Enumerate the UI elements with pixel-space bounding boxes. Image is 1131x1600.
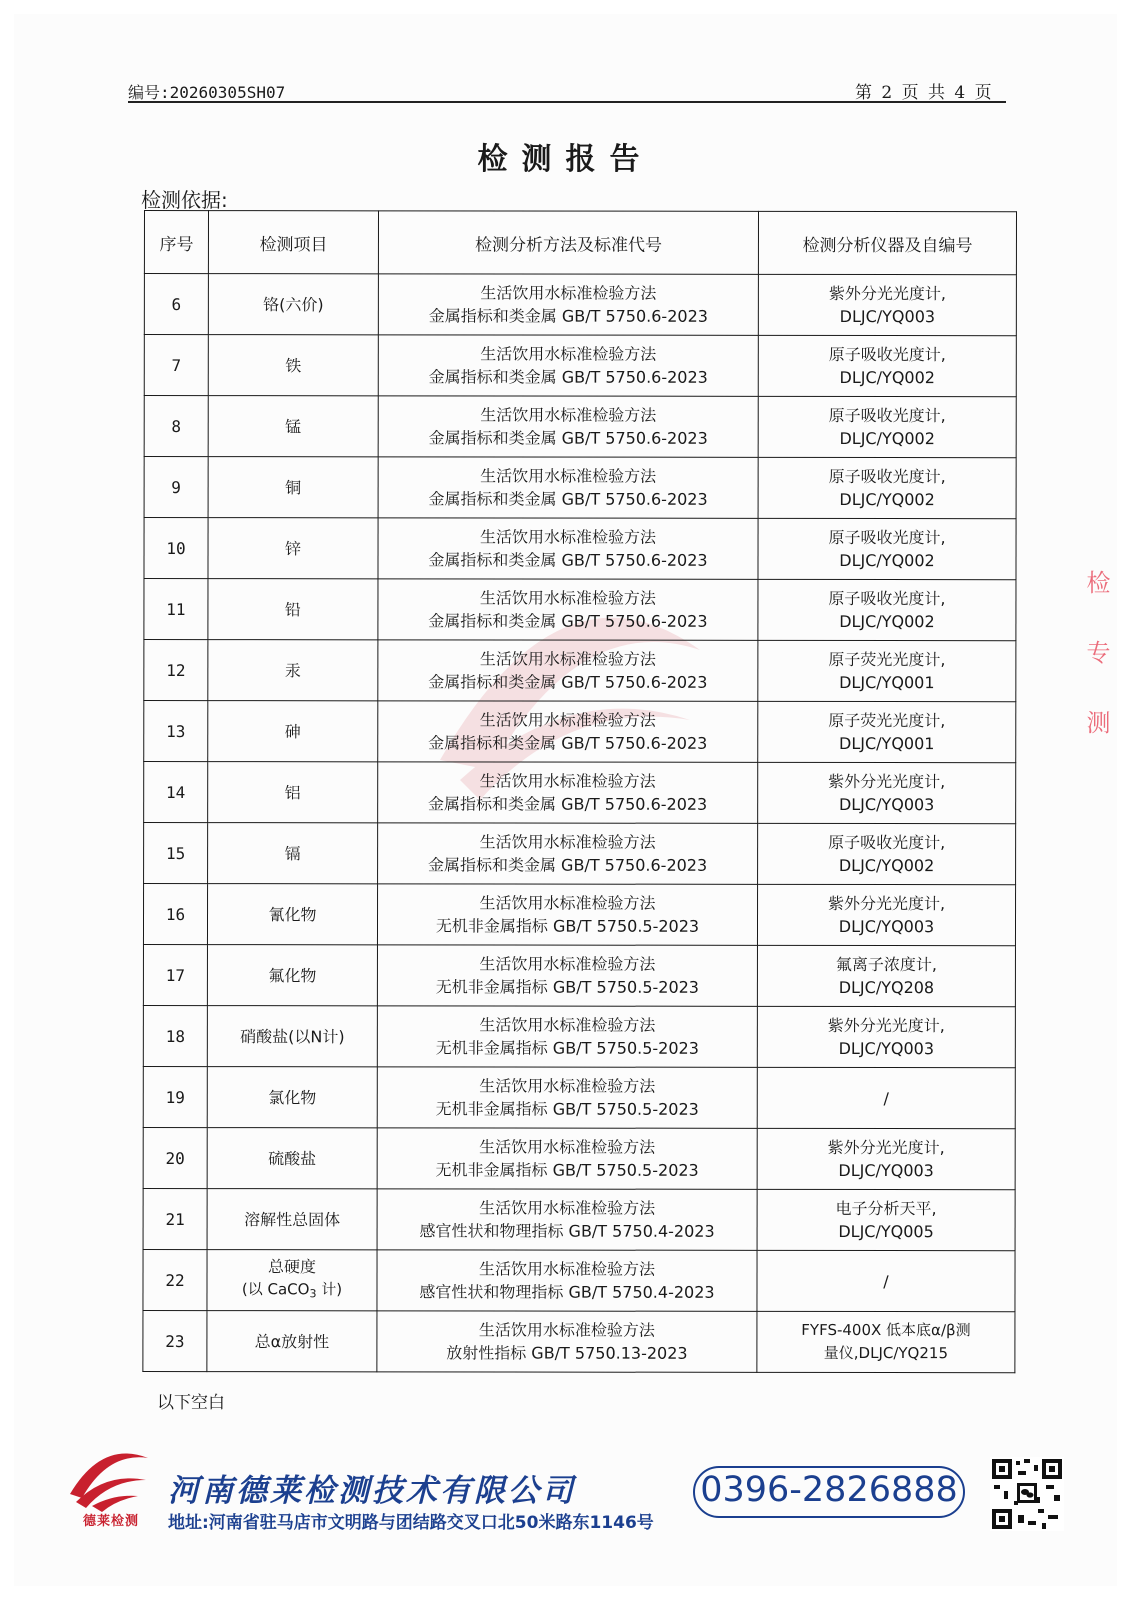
instrument-cell <box>758 640 1016 701</box>
instrument-cell <box>758 701 1016 762</box>
instrument-name: 紫外分光光度计, <box>827 1015 945 1036</box>
instrument-id: DLJC/YQ003 <box>838 1160 934 1181</box>
instrument-cell <box>758 274 1016 335</box>
instrument-cell <box>757 1067 1015 1128</box>
instrument-cell <box>758 457 1016 518</box>
method-cell <box>377 1250 757 1312</box>
instrument-id: DLJC/YQ002 <box>839 428 935 449</box>
method-line: 生活饮用水标准检验方法 <box>479 1076 656 1096</box>
item-qualifier-pre: (以 CaCO <box>241 1280 310 1299</box>
method-cell <box>378 396 758 458</box>
test-item: 砷 <box>208 701 378 762</box>
method-cell <box>378 457 758 519</box>
test-item: 锰 <box>208 396 378 457</box>
method-line: 生活饮用水标准检验方法 <box>480 283 657 303</box>
instrument-cell <box>758 579 1016 640</box>
logo-caption: 德莱检测 <box>82 1514 139 1529</box>
instrument-id: DLJC/YQ001 <box>839 672 935 693</box>
table-row <box>144 274 1016 336</box>
test-item: 铅 <box>208 579 378 640</box>
page-indicator: 第 2 页 共 4 页 <box>855 83 994 103</box>
column-header: 检测分析方法及标准代号 <box>378 211 758 275</box>
row-number: 11 <box>144 579 208 640</box>
method-line: 生活饮用水标准检验方法 <box>480 466 657 486</box>
test-item: 溶解性总固体 <box>207 1189 377 1250</box>
method-standard: 金属指标和类金属 GB/T 5750.6-2023 <box>428 611 708 631</box>
item-line: 总硬度 <box>267 1257 317 1277</box>
row-number: 22 <box>143 1249 207 1310</box>
instrument-cell <box>757 1128 1015 1189</box>
instrument-name: 紫外分光光度计, <box>828 771 946 792</box>
table-row <box>143 945 1015 1007</box>
method-cell <box>377 1006 757 1068</box>
method-cell <box>378 640 758 702</box>
method-standard: 感官性状和物理指标 GB/T 5750.4-2023 <box>419 1282 715 1302</box>
table-row <box>144 457 1016 519</box>
instrument-id: DLJC/YQ002 <box>839 611 935 632</box>
item-qualifier-post: 计) <box>316 1280 343 1299</box>
method-standard: 金属指标和类金属 GB/T 5750.6-2023 <box>428 367 708 387</box>
test-item: 总α放射性 <box>207 1311 377 1372</box>
table-row <box>144 762 1016 824</box>
row-number: 12 <box>144 640 208 701</box>
method-line: 生活饮用水标准检验方法 <box>479 1198 656 1218</box>
instrument-name: 原子吸收光度计, <box>828 832 946 853</box>
test-item: 铜 <box>208 457 378 518</box>
method-standard: 无机非金属指标 GB/T 5750.5-2023 <box>435 1099 699 1119</box>
table-body <box>143 274 1017 1373</box>
row-number: 13 <box>144 701 208 762</box>
method-cell <box>378 701 758 763</box>
seal-edge-stamp <box>1080 560 1120 770</box>
column-header: 检测项目 <box>208 211 378 274</box>
column-header: 检测分析仪器及自编号 <box>758 211 1016 274</box>
method-cell <box>377 1128 757 1190</box>
method-line: 生活饮用水标准检验方法 <box>480 527 657 547</box>
header-divider <box>128 101 1006 103</box>
stamp-char: 测 <box>1082 710 1110 734</box>
instrument-id: DLJC/YQ003 <box>838 1038 935 1059</box>
method-standard: 金属指标和类金属 GB/T 5750.6-2023 <box>428 672 708 692</box>
company-name: 河南德莱检测技术有限公司 <box>168 1473 576 1509</box>
company-logo-icon <box>62 1436 154 1516</box>
stamp-char: 检 <box>1082 570 1110 594</box>
test-item: 汞 <box>208 640 378 701</box>
instrument-name: FYFS-400X 低本底α/β测 <box>801 1320 971 1340</box>
instrument-name: 紫外分光光度计, <box>827 893 946 914</box>
instrument-name: / <box>883 1271 889 1291</box>
method-cell <box>378 335 758 397</box>
table-row <box>144 579 1016 641</box>
table-row <box>143 1310 1015 1372</box>
instrument-cell <box>757 1250 1015 1311</box>
instrument-id: DLJC/YQ002 <box>839 367 935 388</box>
instrument-cell <box>758 335 1016 396</box>
company-address: 地址:河南省驻马店市文明路与团结路交叉口北50米路东1146号 <box>168 1513 654 1533</box>
method-line: 生活饮用水标准检验方法 <box>479 588 656 608</box>
row-number: 21 <box>143 1188 207 1249</box>
method-line: 生活饮用水标准检验方法 <box>478 1320 655 1340</box>
row-number: 6 <box>144 274 208 335</box>
method-line: 生活饮用水标准检验方法 <box>480 405 657 425</box>
instrument-cell <box>757 1189 1015 1250</box>
table-header-row <box>144 211 1016 275</box>
method-cell <box>378 823 758 885</box>
end-of-content-note: 以下空白 <box>157 1393 225 1413</box>
method-line: 生活饮用水标准检验方法 <box>479 832 656 852</box>
row-number: 14 <box>144 762 208 823</box>
instrument-cell <box>757 945 1015 1006</box>
instrument-cell <box>758 762 1016 823</box>
instrument-name: 原子吸收光度计, <box>828 527 946 548</box>
method-standard: 无机非金属指标 GB/T 5750.5-2023 <box>435 1038 699 1058</box>
column-header: 序号 <box>144 211 208 274</box>
instrument-cell <box>758 518 1016 579</box>
instrument-id: 量仪,DLJC/YQ215 <box>823 1343 949 1363</box>
row-number: 9 <box>144 457 208 518</box>
instrument-id: DLJC/YQ001 <box>839 733 935 754</box>
document-title: 检测报告 <box>477 142 654 177</box>
method-standard: 无机非金属指标 GB/T 5750.5-2023 <box>435 916 700 936</box>
table-row <box>143 1066 1015 1128</box>
test-item: 锌 <box>208 518 378 579</box>
instrument-name: / <box>883 1088 889 1108</box>
method-standard: 金属指标和类金属 GB/T 5750.6-2023 <box>428 489 708 509</box>
method-line: 生活饮用水标准检验方法 <box>479 893 656 913</box>
instrument-name: 紫外分光光度计, <box>828 283 946 304</box>
instrument-id: DLJC/YQ002 <box>839 550 935 571</box>
instrument-cell <box>757 884 1015 945</box>
row-number: 15 <box>144 823 208 884</box>
test-item: 氰化物 <box>207 884 377 945</box>
table-row <box>143 1188 1015 1250</box>
method-standard: 金属指标和类金属 GB/T 5750.6-2023 <box>428 428 708 448</box>
method-cell <box>377 1067 757 1129</box>
method-cell <box>377 1189 757 1251</box>
method-line: 生活饮用水标准检验方法 <box>479 1015 656 1035</box>
method-cell <box>377 1311 757 1373</box>
method-standard: 无机非金属指标 GB/T 5750.5-2023 <box>435 1160 699 1180</box>
instrument-name: 原子吸收光度计, <box>828 344 946 365</box>
method-standard: 金属指标和类金属 GB/T 5750.6-2023 <box>428 794 708 814</box>
method-standard: 金属指标和类金属 GB/T 5750.6-2023 <box>428 306 708 326</box>
instrument-name: 氟离子浓度计, <box>835 954 938 975</box>
instrument-id: DLJC/YQ003 <box>838 916 935 937</box>
table-row <box>143 884 1015 946</box>
test-item: 氟化物 <box>207 945 377 1006</box>
instrument-id: DLJC/YQ208 <box>838 977 935 998</box>
test-item: 硝酸盐(以N计) <box>207 1006 377 1067</box>
method-standard: 放射性指标 GB/T 5750.13-2023 <box>446 1343 688 1363</box>
instrument-id: DLJC/YQ005 <box>838 1221 934 1242</box>
row-number: 20 <box>143 1127 207 1188</box>
table-row <box>144 640 1016 702</box>
instrument-id: DLJC/YQ003 <box>839 306 936 327</box>
method-cell <box>378 518 758 580</box>
method-cell <box>377 945 757 1007</box>
test-item: 铁 <box>208 335 378 396</box>
stamp-char: 专 <box>1082 640 1110 664</box>
test-item: 硫酸盐 <box>207 1128 377 1189</box>
table-row <box>144 518 1016 580</box>
item-qualifier <box>211 1278 372 1305</box>
instrument-cell <box>757 1311 1015 1372</box>
method-standard: 无机非金属指标 GB/T 5750.5-2023 <box>435 977 700 997</box>
row-number: 19 <box>143 1066 207 1127</box>
method-line: 生活饮用水标准检验方法 <box>480 344 657 364</box>
instrument-name: 原子吸收光度计, <box>828 405 946 426</box>
instrument-id: DLJC/YQ002 <box>839 489 935 510</box>
method-line: 生活饮用水标准检验方法 <box>478 1259 656 1279</box>
method-line: 生活饮用水标准检验方法 <box>479 710 656 730</box>
qr-code-icon[interactable] <box>990 1457 1064 1531</box>
instrument-name: 电子分析天平, <box>835 1198 937 1219</box>
test-item: 氯化物 <box>207 1067 377 1128</box>
item-qualifier-subscript: 3 <box>309 1287 317 1301</box>
instrument-name: 原子吸收光度计, <box>828 588 946 609</box>
row-number: 8 <box>144 396 208 457</box>
test-item: 镉 <box>208 823 378 884</box>
row-number: 7 <box>144 335 208 396</box>
method-standard: 金属指标和类金属 GB/T 5750.6-2023 <box>428 550 708 570</box>
table-row <box>144 701 1016 763</box>
instrument-cell <box>757 1006 1015 1067</box>
instrument-id: DLJC/YQ002 <box>838 855 935 876</box>
instrument-name: 紫外分光光度计, <box>827 1137 945 1158</box>
instrument-cell <box>758 396 1016 457</box>
basis-table <box>142 210 1017 1373</box>
basis-label: 检测依据: <box>141 188 228 212</box>
instrument-name: 原子荧光光度计, <box>828 710 946 731</box>
table-row <box>144 335 1016 397</box>
table-row <box>144 823 1016 885</box>
method-standard: 金属指标和类金属 GB/T 5750.6-2023 <box>428 733 708 753</box>
row-number: 16 <box>143 884 207 945</box>
method-line: 生活饮用水标准检验方法 <box>479 771 656 791</box>
table-row <box>143 1249 1015 1311</box>
row-number: 10 <box>144 518 208 579</box>
test-item <box>207 1250 377 1311</box>
instrument-name: 原子荧光光度计, <box>828 649 946 670</box>
phone-number[interactable]: 0396-2826888 <box>700 1470 958 1510</box>
method-cell <box>378 579 758 641</box>
instrument-id: DLJC/YQ003 <box>838 794 935 815</box>
row-number: 18 <box>143 1005 207 1066</box>
method-line: 生活饮用水标准检验方法 <box>479 954 656 974</box>
table-row <box>143 1005 1015 1067</box>
row-number: 23 <box>143 1310 207 1371</box>
instrument-cell <box>758 823 1016 884</box>
method-line: 生活饮用水标准检验方法 <box>479 649 656 669</box>
method-line: 生活饮用水标准检验方法 <box>479 1137 656 1157</box>
test-item: 铝 <box>208 762 378 823</box>
row-number: 17 <box>143 945 207 1006</box>
method-cell <box>378 762 758 824</box>
method-standard: 金属指标和类金属 GB/T 5750.6-2023 <box>427 855 708 875</box>
test-item: 铬(六价) <box>208 274 378 335</box>
instrument-name: 原子吸收光度计, <box>828 466 946 487</box>
method-standard: 感官性状和物理指标 GB/T 5750.4-2023 <box>419 1221 715 1241</box>
method-cell <box>378 274 758 336</box>
report-number: 编号:20260305SH07 <box>128 83 286 102</box>
method-cell <box>377 884 757 946</box>
table-row <box>144 396 1016 458</box>
table-row <box>143 1127 1015 1189</box>
